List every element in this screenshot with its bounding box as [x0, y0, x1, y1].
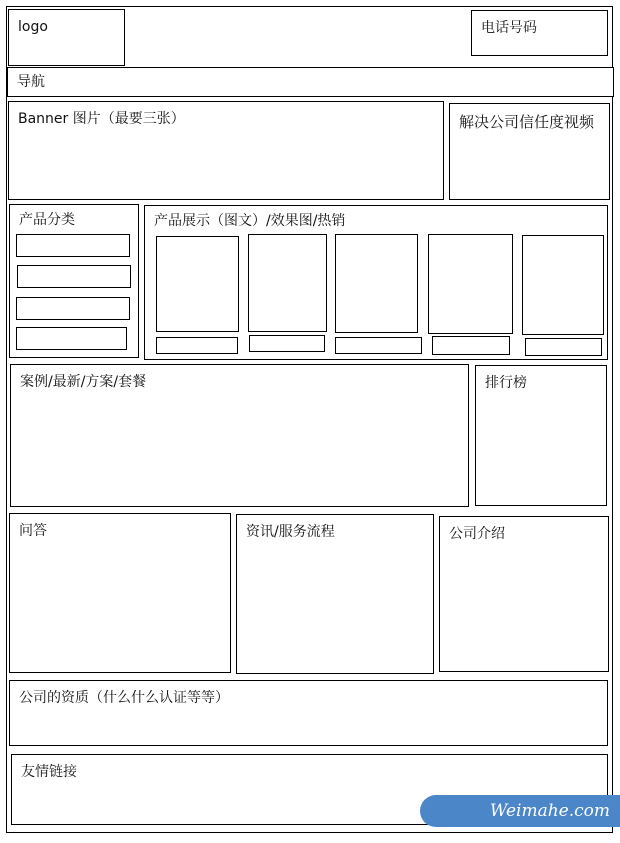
category-item[interactable] — [16, 234, 130, 257]
trust-video-label: 解决公司信任度视频 — [459, 113, 595, 131]
product-image[interactable] — [428, 234, 513, 334]
phone-number-label: 电话号码 — [481, 20, 537, 36]
product-showcase-label: 产品展示（图文）/效果图/热销 — [154, 213, 346, 229]
product-image[interactable] — [335, 234, 418, 333]
company-intro-label: 公司介绍 — [449, 526, 505, 542]
category-item[interactable] — [16, 327, 127, 350]
ranking-label: 排行榜 — [485, 375, 527, 391]
phone-number-box[interactable] — [471, 10, 608, 56]
cases-box[interactable] — [10, 364, 469, 507]
product-caption[interactable] — [432, 336, 510, 355]
product-caption[interactable] — [156, 337, 238, 354]
product-caption[interactable] — [249, 335, 325, 352]
product-image[interactable] — [522, 235, 604, 335]
category-item[interactable] — [16, 297, 130, 320]
product-image[interactable] — [248, 234, 327, 332]
cases-label: 案例/最新/方案/套餐 — [20, 374, 147, 390]
banner-box[interactable] — [8, 101, 444, 200]
ranking-box[interactable] — [475, 365, 607, 506]
logo-box[interactable] — [8, 9, 125, 66]
friend-links-label: 友情链接 — [21, 764, 77, 780]
product-caption[interactable] — [335, 337, 422, 354]
category-item[interactable] — [17, 265, 131, 288]
banner-label: Banner 图片（最要三张） — [18, 111, 185, 127]
qualifications-label: 公司的资质（什么什么认证等等） — [19, 690, 229, 706]
trust-video-box[interactable] — [449, 103, 610, 200]
news-service-label: 资讯/服务流程 — [246, 524, 335, 540]
product-categories-label: 产品分类 — [19, 212, 75, 228]
logo-label: logo — [18, 19, 48, 35]
navigation-label: 导航 — [17, 74, 45, 90]
news-service-box[interactable] — [236, 514, 434, 674]
qa-box[interactable] — [9, 513, 231, 673]
product-caption[interactable] — [525, 338, 602, 356]
company-intro-box[interactable] — [439, 516, 609, 672]
qa-label: 问答 — [19, 523, 47, 539]
navigation-bar[interactable] — [7, 67, 614, 97]
watermark-badge: Weimahe.com — [420, 795, 620, 827]
qualifications-box[interactable] — [9, 680, 608, 746]
product-image[interactable] — [156, 236, 239, 332]
